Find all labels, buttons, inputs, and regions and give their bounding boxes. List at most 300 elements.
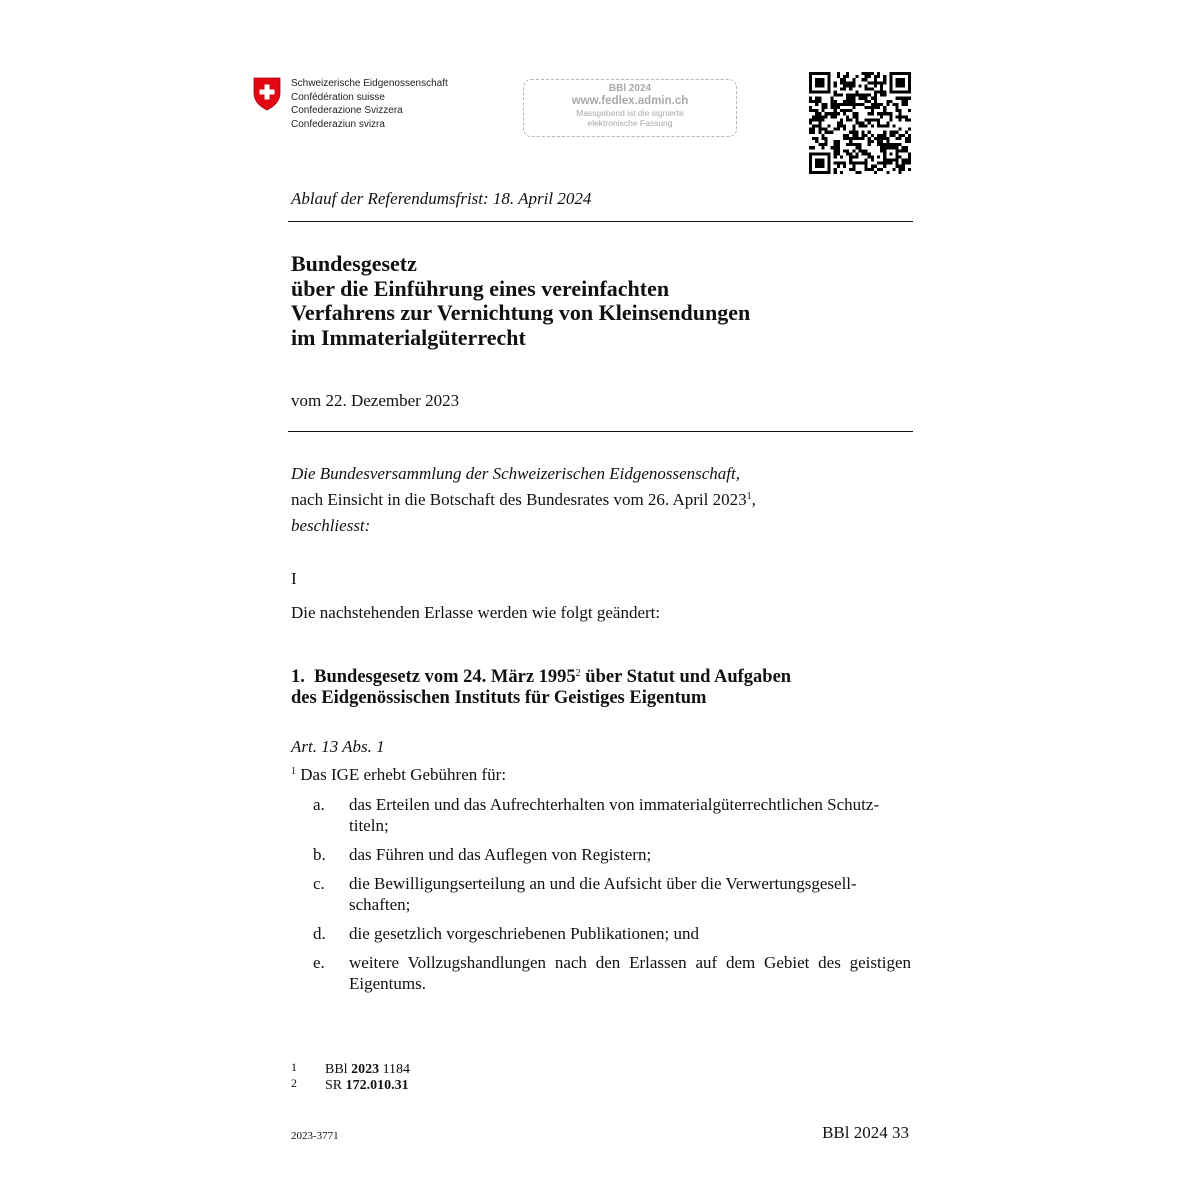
qr-module: [852, 112, 855, 115]
qr-module: [831, 100, 834, 103]
qr-module: [831, 106, 834, 109]
qr-module: [824, 72, 827, 75]
qr-module: [908, 159, 911, 162]
qr-module: [871, 134, 874, 137]
qr-module: [846, 75, 849, 78]
qr-module: [852, 165, 855, 168]
qr-module: [818, 115, 821, 118]
qr-module: [874, 75, 877, 78]
qr-module: [843, 78, 846, 81]
qr-module: [852, 106, 855, 109]
qr-module: [828, 112, 831, 115]
qr-module: [877, 118, 880, 121]
qr-module: [837, 121, 840, 124]
qr-module: [883, 91, 886, 94]
qr-module: [880, 115, 883, 118]
qr-module: [834, 81, 837, 84]
qr-module: [855, 121, 858, 124]
qr-module: [849, 84, 852, 87]
qr-module: [905, 146, 908, 149]
law-date: vom 22. Dezember 2023: [291, 391, 460, 410]
qr-module: [874, 103, 877, 106]
preamble-line-2-text: nach Einsicht in die Botschaft des Bundesrates vom 26. April 2023: [291, 490, 747, 509]
qr-module: [908, 152, 911, 155]
qr-module: [849, 131, 852, 134]
qr-module: [892, 146, 895, 149]
qr-module: [874, 137, 877, 140]
qr-module: [849, 87, 852, 90]
qr-module: [877, 103, 880, 106]
title-line-3: Verfahrens zur Vernichtung von Kleinsendungen: [291, 300, 751, 325]
footnotes: [291, 1062, 410, 1094]
qr-module: [824, 115, 827, 118]
intro-text: Die nachstehenden Erlasse werden wie folgt geändert:: [291, 603, 661, 622]
qr-module: [849, 143, 852, 146]
qr-module: [868, 118, 871, 121]
qr-module: [899, 84, 902, 87]
qr-module: [815, 97, 818, 100]
qr-module: [852, 137, 855, 140]
qr-module: [855, 94, 858, 97]
qr-module: [821, 134, 824, 137]
qr-module: [849, 94, 852, 97]
qr-module: [849, 103, 852, 106]
qr-module: [908, 97, 911, 100]
qr-module: [858, 143, 861, 146]
qr-module: [846, 72, 849, 75]
qr-module: [834, 171, 837, 174]
qr-module: [880, 140, 883, 143]
qr-module: [862, 134, 865, 137]
list-item: [291, 794, 911, 836]
qr-module: [809, 121, 812, 124]
qr-module: [812, 128, 815, 131]
qr-module: [852, 149, 855, 152]
qr-module: [809, 75, 812, 78]
part-number: I: [291, 569, 297, 588]
qr-module: [818, 143, 821, 146]
qr-module: [905, 100, 908, 103]
qr-module: [899, 171, 902, 174]
document-number: 2023-3771: [291, 1130, 339, 1142]
qr-module: [837, 152, 840, 155]
qr-module: [905, 137, 908, 140]
qr-module: [880, 81, 883, 84]
section-number: 1.: [291, 667, 305, 687]
paragraph-1: [291, 765, 506, 785]
qr-module: [886, 112, 889, 115]
qr-module: [892, 143, 895, 146]
qr-module: [862, 149, 865, 152]
section-title-line-1b: über Statut und Aufgaben: [580, 667, 792, 687]
qr-module: [843, 75, 846, 78]
qr-module: [896, 91, 899, 94]
qr-module: [868, 106, 871, 109]
qr-module: [828, 131, 831, 134]
qr-module: [812, 91, 815, 94]
qr-module: [899, 149, 902, 152]
qr-module: [880, 103, 883, 106]
qr-module: [840, 78, 843, 81]
qr-module: [821, 143, 824, 146]
qr-module: [908, 162, 911, 165]
qr-module: [908, 109, 911, 112]
qr-module: [889, 162, 892, 165]
preamble-line-2: [291, 487, 756, 513]
qr-module: [862, 137, 865, 140]
title-line-2: über die Einführung eines vereinfachten: [291, 275, 670, 301]
qr-module: [834, 112, 837, 115]
qr-module: [840, 171, 843, 174]
qr-module: [896, 106, 899, 109]
stamp-line-1: BBl 2024: [608, 83, 652, 94]
qr-module: [840, 103, 843, 106]
qr-module: [865, 84, 868, 87]
qr-module: [896, 159, 899, 162]
qr-module: [905, 118, 908, 121]
qr-module: [868, 155, 871, 158]
list-item-label: c.: [313, 874, 325, 893]
qr-module: [849, 155, 852, 158]
qr-module: [849, 81, 852, 84]
qr-module: [874, 97, 877, 100]
qr-module: [883, 155, 886, 158]
qr-module: [889, 100, 892, 103]
qr-module: [886, 162, 889, 165]
qr-module: [902, 103, 905, 106]
page-reference: BBl 2024 33: [822, 1123, 909, 1142]
qr-module: [889, 72, 892, 75]
qr-module: [880, 94, 883, 97]
qr-module: [846, 100, 849, 103]
qr-module: [831, 112, 834, 115]
qr-module: [868, 81, 871, 84]
law-title: [291, 252, 750, 350]
footnote-text: SR 172.010.31: [325, 1078, 409, 1093]
qr-module: [877, 168, 880, 171]
qr-module: [871, 165, 874, 168]
qr-module: [843, 81, 846, 84]
qr-module: [862, 97, 865, 100]
section-title: [291, 667, 791, 709]
qr-module: [908, 134, 911, 137]
qr-module: [821, 171, 824, 174]
qr-module: [877, 134, 880, 137]
qr-module: [809, 165, 812, 168]
qr-module: [812, 115, 815, 118]
qr-module: [858, 97, 861, 100]
title-line-4: im Immaterialgüterrecht: [291, 324, 526, 350]
qr-module: [843, 149, 846, 152]
qr-module: [828, 162, 831, 165]
qr-module: [846, 143, 849, 146]
qr-module: [905, 91, 908, 94]
qr-module: [821, 72, 824, 75]
qr-module: [852, 143, 855, 146]
qr-module: [849, 152, 852, 155]
federal-name-rm: Confederaziun svizra: [291, 118, 385, 130]
qr-module: [809, 131, 812, 134]
qr-module: [858, 125, 861, 128]
qr-module: [834, 84, 837, 87]
qr-module: [865, 94, 868, 97]
qr-module: [846, 94, 849, 97]
qr-module: [902, 149, 905, 152]
qr-module: [809, 78, 812, 81]
qr-module: [868, 75, 871, 78]
stamp-line-2: www.fedlex.admin.ch: [571, 95, 689, 107]
qr-module: [883, 149, 886, 152]
qr-module: [908, 78, 911, 81]
qr-module: [821, 165, 824, 168]
qr-module: [865, 78, 868, 81]
qr-module: [828, 91, 831, 94]
qr-module: [868, 100, 871, 103]
qr-module: [868, 152, 871, 155]
qr-module: [871, 125, 874, 128]
qr-module: [868, 168, 871, 171]
qr-module: [828, 75, 831, 78]
qr-module: [865, 168, 868, 171]
qr-module: [868, 94, 871, 97]
list-item-text: das Erteilen und das Aufrechterhalten von immaterialgüterrechtlichen Schutz- titeln;: [349, 795, 880, 835]
list-item-text: weitere Vollzugshandlungen nach den Erlassen auf dem Gebiet des geistigen Eigentums.: [349, 953, 911, 993]
qr-module: [877, 125, 880, 128]
qr-module: [896, 165, 899, 168]
qr-module: [908, 84, 911, 87]
qr-module: [840, 118, 843, 121]
qr-module: [899, 155, 902, 158]
qr-module: [837, 165, 840, 168]
qr-module: [889, 146, 892, 149]
qr-module: [852, 128, 855, 131]
qr-module: [889, 131, 892, 134]
qr-module: [852, 125, 855, 128]
qr-module: [896, 81, 899, 84]
qr-module: [899, 72, 902, 75]
qr-module: [865, 118, 868, 121]
section-title-line-1: [291, 667, 791, 688]
qr-module: [886, 121, 889, 124]
qr-module: [846, 149, 849, 152]
qr-module: [908, 72, 911, 75]
qr-module: [905, 97, 908, 100]
qr-module: [880, 162, 883, 165]
qr-module: [815, 109, 818, 112]
qr-module: [880, 87, 883, 90]
qr-module: [809, 146, 812, 149]
divider-title: [288, 431, 913, 432]
qr-module: [862, 152, 865, 155]
list-item-text: die Bewilligungserteilung an und die Aufsicht über die Verwertungsgesell- schaften;: [349, 874, 857, 914]
qr-module: [862, 162, 865, 165]
qr-module: [855, 131, 858, 134]
qr-module: [899, 115, 902, 118]
footnote-text: BBl 2023 1184: [325, 1062, 411, 1077]
qr-module: [902, 97, 905, 100]
qr-module: [902, 168, 905, 171]
qr-module: [880, 91, 883, 94]
qr-module: [837, 140, 840, 143]
qr-module: [874, 91, 877, 94]
qr-module: [815, 171, 818, 174]
qr-module: [809, 118, 812, 121]
qr-module: [855, 155, 858, 158]
qr-module: [889, 159, 892, 162]
qr-module: [905, 72, 908, 75]
qr-module: [905, 162, 908, 165]
qr-module: [883, 75, 886, 78]
qr-module: [837, 149, 840, 152]
qr-module: [824, 137, 827, 140]
qr-module: [855, 152, 858, 155]
qr-module: [905, 149, 908, 152]
qr-module: [815, 159, 818, 162]
qr-module: [883, 131, 886, 134]
federal-name-fr: Confédération suisse: [291, 91, 385, 103]
qr-module: [831, 131, 834, 134]
qr-module: [809, 155, 812, 158]
qr-module: [874, 94, 877, 97]
qr-module: [886, 125, 889, 128]
qr-module: [855, 137, 858, 140]
qr-module: [834, 162, 837, 165]
qr-module: [883, 109, 886, 112]
qr-module: [883, 137, 886, 140]
qr-module: [843, 162, 846, 165]
qr-module: [865, 134, 868, 137]
qr-module: [821, 78, 824, 81]
stamp-line-4: elektronische Fassung: [587, 118, 673, 128]
qr-module: [896, 162, 899, 165]
qr-module: [871, 109, 874, 112]
qr-module: [905, 103, 908, 106]
qr-module: [809, 162, 812, 165]
qr-module: [843, 87, 846, 90]
qr-module: [846, 84, 849, 87]
qr-module: [871, 112, 874, 115]
qr-module: [818, 81, 821, 84]
qr-module: [809, 168, 812, 171]
footnote-ref-1[interactable]: 1: [746, 491, 752, 502]
preamble-line-2-end: ,: [751, 490, 756, 509]
qr-module: [837, 112, 840, 115]
qr-module: [896, 131, 899, 134]
qr-module: [855, 134, 858, 137]
qr-module: [908, 118, 911, 121]
qr-module: [834, 140, 837, 143]
qr-module: [896, 155, 899, 158]
qr-module: [855, 103, 858, 106]
qr-module: [837, 128, 840, 131]
qr-module: [865, 75, 868, 78]
qr-module: [858, 149, 861, 152]
qr-module: [815, 103, 818, 106]
qr-module: [892, 131, 895, 134]
qr-module: [855, 162, 858, 165]
qr-module: [883, 165, 886, 168]
qr-module: [852, 162, 855, 165]
qr-module: [821, 162, 824, 165]
qr-module: [812, 137, 815, 140]
qr-module: [908, 140, 911, 143]
qr-module: [871, 81, 874, 84]
qr-module: [849, 118, 852, 121]
qr-module: [846, 109, 849, 112]
federal-logo: [253, 77, 463, 137]
qr-module: [815, 125, 818, 128]
qr-module: [868, 143, 871, 146]
qr-module: [889, 112, 892, 115]
qr-module: [843, 134, 846, 137]
qr-module: [896, 115, 899, 118]
qr-module: [883, 152, 886, 155]
qr-module: [818, 128, 821, 131]
qr-module: [868, 121, 871, 124]
qr-module: [892, 72, 895, 75]
qr-module: [889, 81, 892, 84]
qr-module: [852, 115, 855, 118]
qr-module: [877, 106, 880, 109]
qr-module: [818, 100, 821, 103]
qr-module: [883, 134, 886, 137]
qr-module: [871, 140, 874, 143]
qr-module: [818, 125, 821, 128]
qr-module: [899, 78, 902, 81]
qr-module: [889, 78, 892, 81]
qr-module: [896, 78, 899, 81]
qr-module: [896, 97, 899, 100]
qr-module: [834, 143, 837, 146]
qr-module: [821, 84, 824, 87]
qr-module: [883, 94, 886, 97]
qr-module: [858, 146, 861, 149]
qr-module: [855, 112, 858, 115]
qr-module: [892, 159, 895, 162]
qr-module: [809, 171, 812, 174]
qr-module: [834, 115, 837, 118]
qr-module: [871, 106, 874, 109]
qr-module: [896, 149, 899, 152]
federal-name-de: Schweizerische Eidgenossenschaft: [291, 78, 448, 89]
qr-module: [889, 134, 892, 137]
qr-module: [871, 87, 874, 90]
qr-module: [886, 143, 889, 146]
article-heading: Art. 13 Abs. 1: [291, 737, 385, 756]
qr-module: [858, 103, 861, 106]
qr-module: [834, 149, 837, 152]
qr-module: [855, 143, 858, 146]
qr-module: [902, 159, 905, 162]
qr-module: [852, 97, 855, 100]
qr-module: [905, 140, 908, 143]
section-title-line-1a: Bundesgesetz vom 24. März 1995: [314, 667, 576, 687]
footnote-ref-2[interactable]: 2: [575, 668, 581, 679]
qr-module: [834, 168, 837, 171]
footnote-2: [291, 1078, 410, 1094]
section-title-line-2: des Eidgenössischen Instituts für Geistiges Eigentum: [291, 688, 707, 708]
qr-module: [837, 146, 840, 149]
qr-module: [877, 72, 880, 75]
qr-module: [852, 155, 855, 158]
qr-module: [852, 100, 855, 103]
qr-module: [831, 97, 834, 100]
qr-module: [812, 171, 815, 174]
qr-module: [815, 81, 818, 84]
qr-module: [834, 155, 837, 158]
qr-module: [865, 159, 868, 162]
qr-module: [821, 115, 824, 118]
